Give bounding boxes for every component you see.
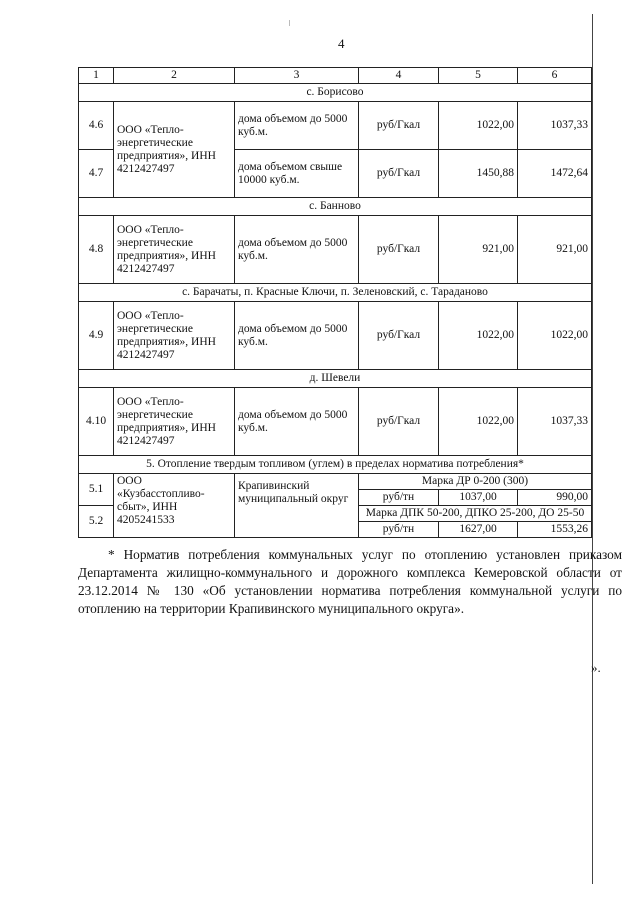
scan-mark — [289, 20, 290, 26]
unit-cell: руб/Гкал — [359, 388, 439, 456]
row-number: 4.9 — [79, 302, 114, 370]
header-cell: 1 — [79, 68, 114, 84]
row-number: 4.10 — [79, 388, 114, 456]
organization-cell: ООО «Кузбасстопливо-сбыт», ИНН 4205241533 — [114, 474, 235, 538]
value-cell: 921,00 — [518, 216, 592, 284]
header-cell: 4 — [359, 68, 439, 84]
value-cell: 990,00 — [518, 490, 592, 506]
section-row — [79, 284, 592, 302]
description-cell: дома объемом до 5000 куб.м. — [235, 302, 359, 370]
unit-cell: руб/Гкал — [359, 102, 439, 150]
organization-cell: ООО «Тепло-энергетические предприятия», ИНН 4212427497 — [114, 302, 235, 370]
section-title: 5. Отопление твердым топливом (углем) в пределах норматива потребления* — [79, 456, 592, 474]
unit-cell: руб/тн — [359, 522, 439, 538]
description-cell: Крапивинский муниципальный округ — [235, 474, 359, 538]
footnote-text: * Норматив потребления коммунальных услуг по отоплению установлен приказом Департамента жилищно-коммунального и дорожного комплекса Кемеровской области от 23.12.2014 № 130 «Об установлении норматива потребления коммунальной услуги по отоплению на территории Крапивинского муниципального округа». — [78, 547, 622, 616]
header-cell: 6 — [518, 68, 592, 84]
organization-cell: ООО «Тепло-энергетические предприятия», ИНН 4212427497 — [114, 102, 235, 198]
mark-cell: Марка ДР 0-200 (300) — [359, 474, 592, 490]
footnote — [78, 546, 622, 618]
table-row — [79, 474, 592, 490]
value-cell: 1553,26 — [518, 522, 592, 538]
section-title: д. Шевели — [79, 370, 592, 388]
description-cell: дома объемом свыше 10000 куб.м. — [235, 150, 359, 198]
tariff-table — [78, 67, 592, 538]
unit-cell: руб/Гкал — [359, 150, 439, 198]
row-number: 4.7 — [79, 150, 114, 198]
row-number: 5.1 — [79, 474, 114, 506]
section-title: с. Барачаты, п. Красные Ключи, п. Зеленовский, с. Тараданово — [79, 284, 592, 302]
row-number: 4.8 — [79, 216, 114, 284]
unit-cell: руб/Гкал — [359, 302, 439, 370]
value-cell: 1472,64 — [518, 150, 592, 198]
page-number: 4 — [338, 36, 345, 51]
description-cell: дома объемом до 5000 куб.м. — [235, 102, 359, 150]
value-cell: 1022,00 — [518, 302, 592, 370]
section-title: с. Банново — [79, 198, 592, 216]
value-cell: 921,00 — [439, 216, 518, 284]
table-header-row — [79, 68, 592, 84]
header-cell: 2 — [114, 68, 235, 84]
mark-cell: Марка ДПК 50-200, ДПКО 25-200, ДО 25-50 — [359, 506, 592, 522]
scan-vertical-line — [592, 14, 593, 884]
value-cell: 1022,00 — [439, 102, 518, 150]
header-cell: 3 — [235, 68, 359, 84]
value-cell: 1022,00 — [439, 302, 518, 370]
section-title: с. Борисово — [79, 84, 592, 102]
section-row — [79, 198, 592, 216]
organization-cell: ООО «Тепло-энергетические предприятия», ИНН 4212427497 — [114, 216, 235, 284]
description-cell: дома объемом до 5000 куб.м. — [235, 388, 359, 456]
value-cell: 1037,33 — [518, 102, 592, 150]
row-number: 4.6 — [79, 102, 114, 150]
trailing-mark: ». — [591, 660, 601, 675]
description-cell: дома объемом до 5000 куб.м. — [235, 216, 359, 284]
header-cell: 5 — [439, 68, 518, 84]
section-row — [79, 456, 592, 474]
value-cell: 1450,88 — [439, 150, 518, 198]
unit-cell: руб/Гкал — [359, 216, 439, 284]
table-row — [79, 216, 592, 284]
section-row — [79, 370, 592, 388]
table-row — [79, 102, 592, 150]
value-cell: 1022,00 — [439, 388, 518, 456]
table-row — [79, 388, 592, 456]
organization-cell: ООО «Тепло-энергетические предприятия», ИНН 4212427497 — [114, 388, 235, 456]
value-cell: 1037,00 — [439, 490, 518, 506]
section-row — [79, 84, 592, 102]
unit-cell: руб/тн — [359, 490, 439, 506]
table-row — [79, 302, 592, 370]
row-number: 5.2 — [79, 506, 114, 538]
value-cell: 1627,00 — [439, 522, 518, 538]
value-cell: 1037,33 — [518, 388, 592, 456]
